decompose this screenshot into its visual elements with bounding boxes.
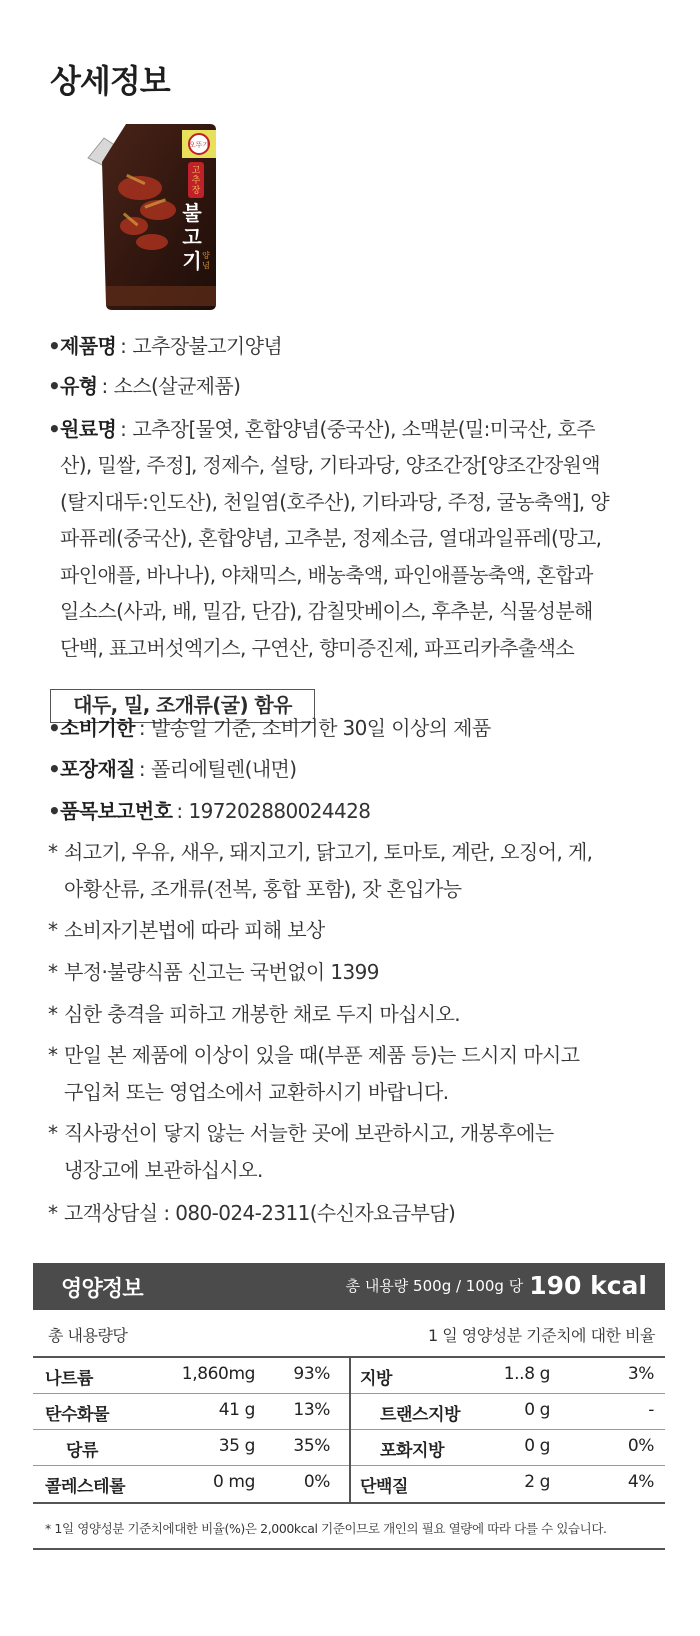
product-name-label: 제품명: [60, 334, 117, 358]
note-text: 심한 충격을 피하고 개봉한 채로 두지 마십시오.: [64, 1002, 460, 1026]
note-item: * 소비자기본법에 따라 피해 보상: [48, 918, 325, 942]
nutrient-amount: 1,860mg: [181, 1364, 255, 1384]
ingredients-row: •원료명 : 고추장[물엿, 혼합양념(중국산), 소맥분(밀:미국산, 호주: [48, 417, 595, 441]
table-bottom-line: [33, 1548, 665, 1550]
nutrient-percent: 13%: [293, 1400, 330, 1420]
ingredients-first-line: 고추장[물엿, 혼합양념(중국산), 소맥분(밀:미국산, 호주: [132, 417, 595, 441]
nutrient-amount: 0 g: [524, 1436, 550, 1456]
nutrient-percent: 0%: [627, 1436, 654, 1456]
ingredients-continued: [60, 447, 700, 666]
svg-text:오뚜기: 오뚜기: [188, 141, 210, 149]
ingredient-line: 일소스(사과, 배, 밀감, 단감), 감칠맛베이스, 후추분, 식물성분해: [60, 599, 593, 623]
nutrient-name: 지방: [360, 1369, 393, 1389]
note-text: 고객상담실 : 080-024-2311(수신자요금부담): [64, 1201, 456, 1225]
nutrient-name: 콜레스테롤: [45, 1477, 126, 1497]
shelf-life-row: •소비기한 : 발송일 기준, 소비기한 30일 이상의 제품: [48, 716, 491, 740]
nutrition-sub-right: 1 일 영양성분 기준치에 대한 비율: [427, 1326, 655, 1345]
nutrient-percent: 0%: [303, 1472, 330, 1492]
nutrient-name: 나트륨: [45, 1369, 94, 1389]
page-title: 상세정보: [50, 62, 170, 100]
type-label: 유형: [60, 374, 98, 398]
nutrient-name: 트랜스지방: [380, 1405, 461, 1425]
report-no-label: 품목보고번호: [60, 799, 173, 823]
note-text: 구입처 또는 영업소에서 교환하시기 바랍니다.: [64, 1080, 449, 1104]
ingredient-line: 산), 밀쌀, 주정], 정제수, 설탕, 기타과당, 양조간장[양조간장원액: [60, 453, 600, 477]
nutrition-kcal: 190 kcal: [529, 1271, 647, 1300]
note-item: * 부정·불량식품 신고는 국번없이 1399: [48, 960, 379, 984]
product-name-row: •제품명 : 고추장불고기양념: [48, 334, 283, 358]
nutrition-summary: [346, 1271, 647, 1300]
svg-text:불: 불: [182, 201, 202, 225]
note-item: * 고객상담실 : 080-024-2311(수신자요금부담): [48, 1201, 456, 1225]
report-no-value: 197202880024428: [188, 799, 371, 823]
shelf-life-label: 소비기한: [60, 716, 135, 740]
nutrient-percent: 3%: [627, 1364, 654, 1384]
nutrient-percent: 4%: [627, 1472, 654, 1492]
nutrient-percent: 93%: [293, 1364, 330, 1384]
product-image: [82, 118, 222, 314]
note-item: * 쇠고기, 우유, 새우, 돼지고기, 닭고기, 토마토, 계란, 오징어, 게, 아황산류, 조개류(전복, 홍합 포함), 잣 혼입가능: [48, 834, 592, 908]
svg-text:고: 고: [191, 166, 201, 176]
svg-text:기: 기: [182, 249, 202, 273]
svg-text:양: 양: [202, 251, 210, 260]
ingredient-line: (탈지대두:인도산), 천일염(호주산), 기타과당, 주정, 굴농축액], 양: [60, 489, 610, 514]
packaging-value: 폴리에틸렌(내면): [151, 757, 297, 781]
product-name-value: 고추장불고기양념: [132, 334, 283, 358]
nutrient-name: 당류: [66, 1441, 99, 1461]
nutrient-amount: 0 g: [524, 1400, 550, 1420]
nutrition-header: [33, 1263, 665, 1310]
nutrition-serving: 총 내용량 500g / 100g 당: [345, 1277, 524, 1295]
note-text: 소비자기본법에 따라 피해 보상: [64, 918, 325, 942]
ingredient-line: 파퓨레(중국산), 혼합양념, 고추분, 정제소금, 열대과일퓨레(망고,: [60, 526, 602, 550]
note-item: * 만일 본 제품에 이상이 있을 때(부푼 제품 등)는 드시지 마시고 구입처 또는 영업소에서 교환하시기 바랍니다.: [48, 1037, 580, 1111]
ingredient-line: 파인애플, 바나나), 야채믹스, 배농축액, 파인애플농축액, 혼합과: [60, 562, 593, 587]
nutrient-amount: 41 g: [218, 1400, 255, 1420]
note-text: 부정·불량식품 신고는 국번없이 1399: [64, 960, 379, 984]
table-divider: [33, 1502, 665, 1504]
ingredient-line: 단백, 표고버섯엑기스, 구연산, 향미증진제, 파프리카추출색소: [60, 635, 575, 660]
nutrient-amount: 0 mg: [213, 1472, 255, 1492]
note-text: 쇠고기, 우유, 새우, 돼지고기, 닭고기, 토마토, 계란, 오징어, 게,: [64, 840, 593, 864]
type-row: •유형 : 소스(살균제품): [48, 374, 241, 398]
nutrient-amount: 2 g: [524, 1472, 550, 1492]
note-item: * 심한 충격을 피하고 개봉한 채로 두지 마십시오.: [48, 1002, 460, 1026]
nutrition-title: 영양정보: [61, 1277, 143, 1302]
report-no-row: •품목보고번호 : 197202880024428: [48, 799, 371, 823]
svg-text:장: 장: [191, 186, 201, 196]
svg-text:고: 고: [182, 225, 202, 249]
nutrient-percent: 35%: [293, 1436, 330, 1456]
nutrition-sub-left: 총 내용량당: [48, 1326, 128, 1345]
packaging-row: •포장재질 : 폴리에틸렌(내면): [48, 757, 297, 781]
svg-text:념: 념: [202, 261, 210, 270]
nutrient-name: 포화지방: [380, 1441, 445, 1461]
nutrition-footnote: * 1일 영양성분 기준치에대한 비율(%)은 2,000kcal 기준이므로 개인의 필요 열량에 따라 다를 수 있습니다.: [45, 1521, 607, 1536]
nutrient-name: 탄수화물: [45, 1405, 110, 1425]
note-item: * 직사광선이 닿지 않는 서늘한 곳에 보관하시고, 개봉후에는 냉장고에 보관하십시오.: [48, 1115, 554, 1189]
note-text: 냉장고에 보관하십시오.: [64, 1158, 263, 1182]
nutrient-amount: 35 g: [218, 1436, 255, 1456]
shelf-life-value: 발송일 기준, 소비기한 30일 이상의 제품: [151, 716, 491, 740]
packaging-label: 포장재질: [60, 757, 135, 781]
svg-text:추: 추: [191, 176, 201, 186]
table-column-divider: [349, 1357, 351, 1502]
nutrient-amount: 1..8 g: [503, 1364, 550, 1384]
allergen-box: 대두, 밀, 조개류(굴) 함유: [50, 689, 315, 723]
nutrient-name: 단백질: [360, 1477, 409, 1497]
type-value: 소스(살균제품): [113, 374, 241, 398]
nutrient-percent: -: [648, 1400, 654, 1420]
note-text: 아황산류, 조개류(전복, 홍합 포함), 잣 혼입가능: [64, 877, 462, 901]
note-text: 만일 본 제품에 이상이 있을 때(부푼 제품 등)는 드시지 마시고: [64, 1043, 580, 1067]
ingredients-label: 원료명: [60, 417, 117, 441]
note-text: 직사광선이 닿지 않는 서늘한 곳에 보관하시고, 개봉후에는: [64, 1121, 554, 1145]
